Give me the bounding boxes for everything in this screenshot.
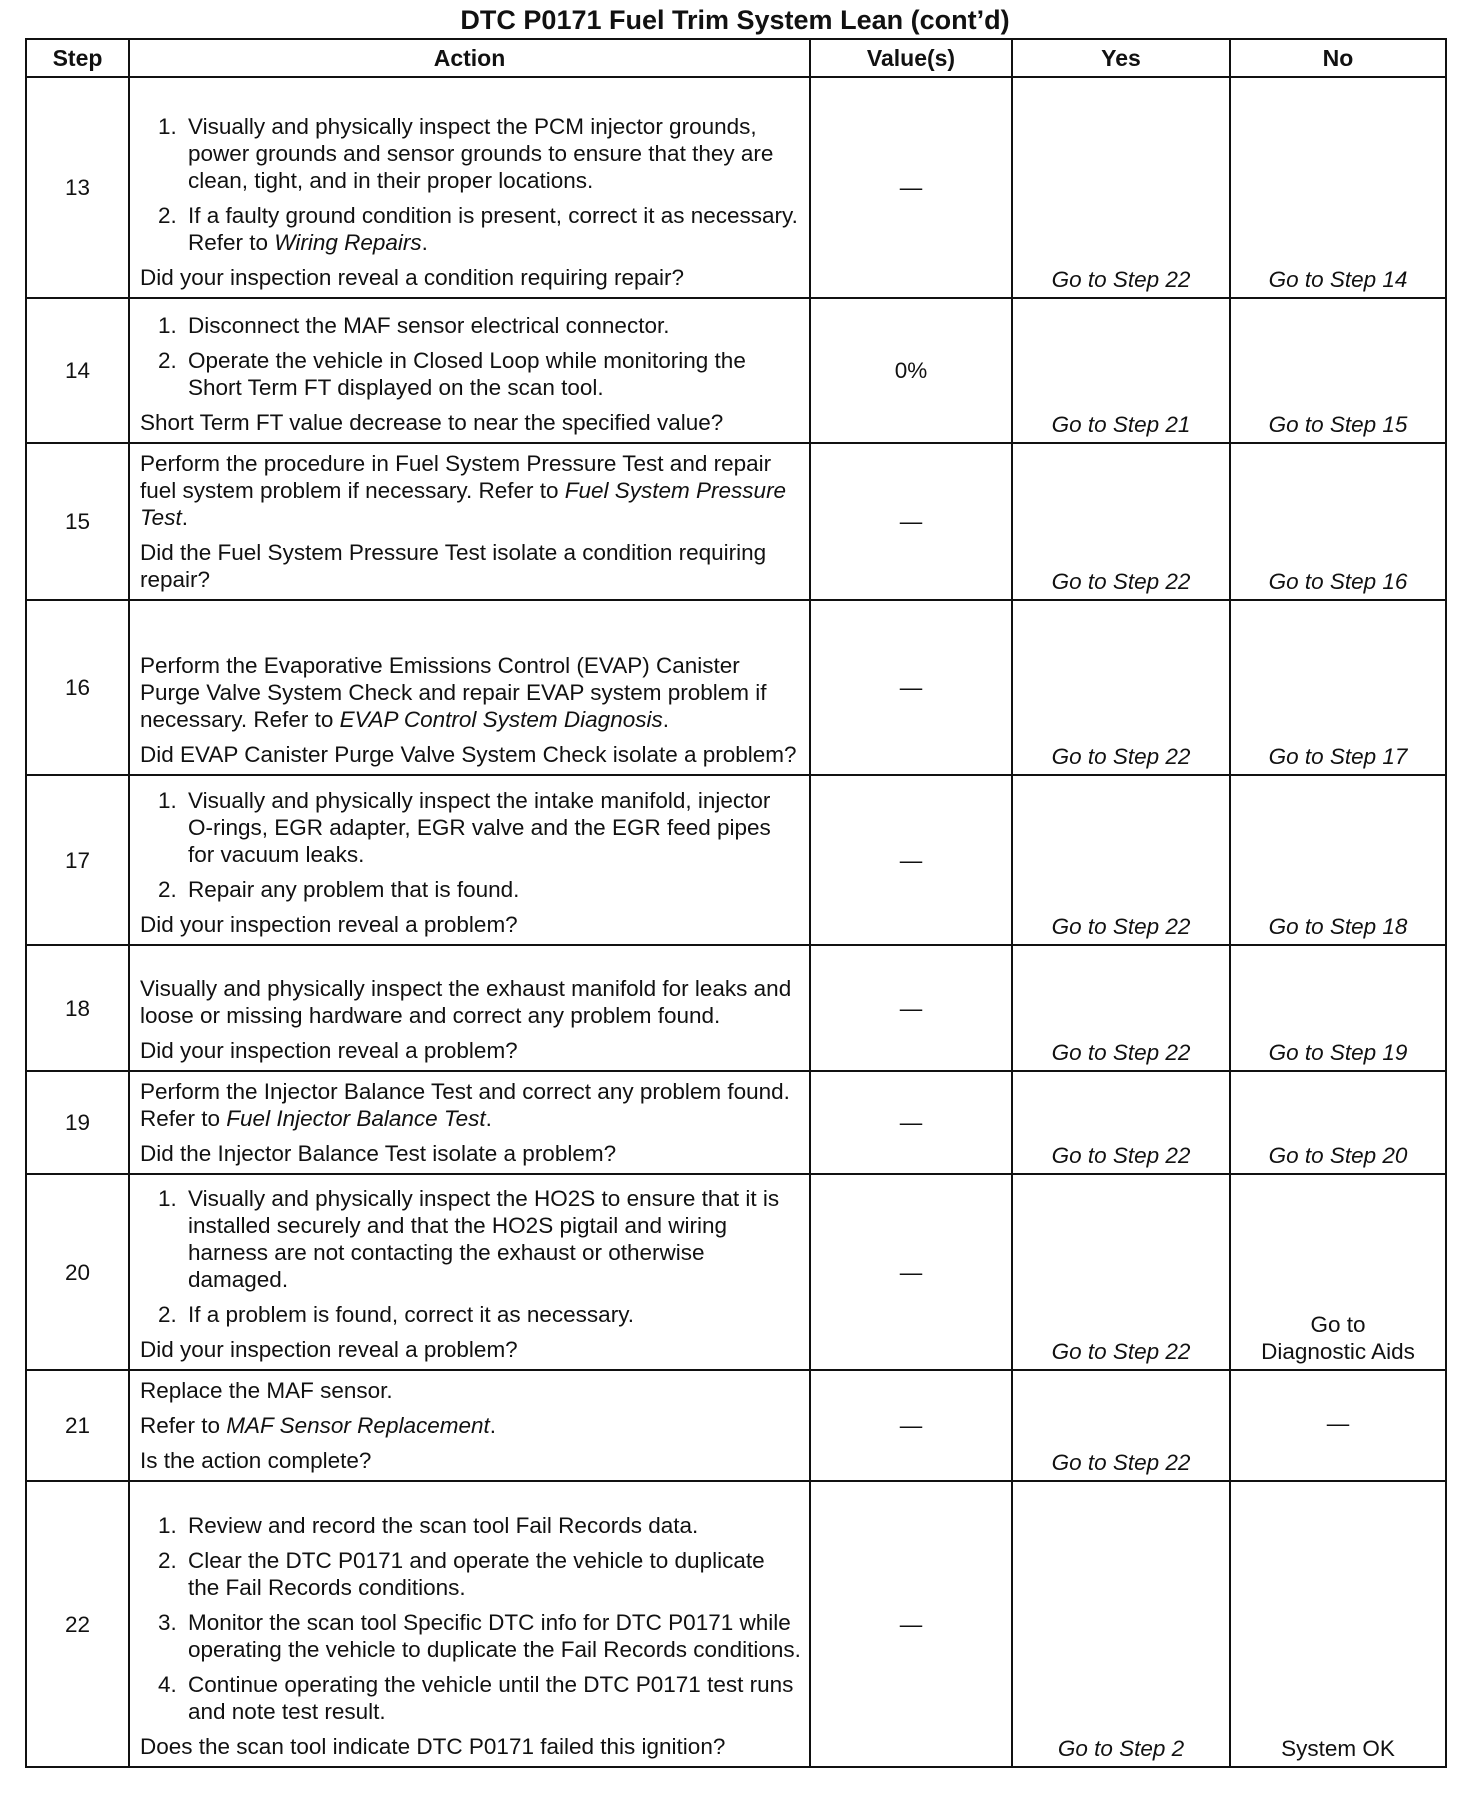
list-item: 2. If a problem is found, correct it as necessary.	[158, 1302, 635, 1327]
step-number: 14	[26, 298, 129, 443]
action-text: Perform the Injector Balance Test and correct any problem found. Refer to Fuel Injector Balance Test.	[140, 1079, 790, 1131]
yes-result: Go to Step 22	[1012, 1174, 1230, 1370]
step-number: 21	[26, 1370, 129, 1481]
reference-link: MAF Sensor Replacement	[226, 1413, 490, 1438]
reference-link: Fuel System Pressure Test	[140, 478, 787, 530]
header-yes: Yes	[1012, 39, 1230, 77]
list-item: 2. Repair any problem that is found.	[158, 877, 520, 902]
action-list	[140, 113, 801, 256]
yes-result: Go to Step 22	[1012, 600, 1230, 775]
list-item: 1. Visually and physically inspect the PCM injector grounds, power grounds and sensor grounds to ensure that they are clean, tight, and in their proper locations.	[158, 114, 774, 193]
action-list	[140, 787, 801, 903]
action-text: Refer to MAF Sensor Replacement.	[140, 1413, 497, 1438]
page-title: DTC P0171 Fuel Trim System Lean (cont’d)	[460, 5, 1010, 35]
action-cell	[129, 298, 810, 443]
no-result: Go to Step 17	[1230, 600, 1446, 775]
header-no: No	[1230, 39, 1446, 77]
no-result: Go to Step 15	[1230, 298, 1446, 443]
no-result: Go to Step 18	[1230, 775, 1446, 945]
action-list	[140, 1185, 801, 1328]
action-text: Replace the MAF sensor.	[140, 1378, 393, 1403]
action-question: Did your inspection reveal a problem?	[140, 912, 518, 937]
action-list	[140, 312, 801, 401]
action-question: Is the action complete?	[140, 1448, 372, 1473]
action-question: Did your inspection reveal a problem?	[140, 1337, 518, 1362]
diagnostic-table	[25, 38, 1447, 1768]
value-cell: —	[810, 775, 1012, 945]
table-row-step-19	[26, 1071, 1446, 1174]
header-action: Action	[129, 39, 810, 77]
list-item: 1. Visually and physically inspect the intake manifold, injector O-rings, EGR adapter, EGR valve and the EGR feed pipes for vacuum leaks.	[158, 788, 771, 867]
value-cell: —	[810, 1370, 1012, 1481]
action-question: Did the Injector Balance Test isolate a problem?	[140, 1141, 617, 1166]
reference-link: Fuel Injector Balance Test	[226, 1106, 486, 1131]
action-question: Did your inspection reveal a problem?	[140, 1038, 518, 1063]
list-item: 1. Disconnect the MAF sensor electrical connector.	[158, 313, 670, 338]
value-cell: —	[810, 1174, 1012, 1370]
action-cell	[129, 1481, 810, 1767]
yes-result: Go to Step 21	[1012, 298, 1230, 443]
value-cell: —	[810, 77, 1012, 298]
step-number: 16	[26, 600, 129, 775]
list-item: 2. Clear the DTC P0171 and operate the vehicle to duplicate the Fail Records conditions.	[158, 1548, 765, 1600]
action-question: Did EVAP Canister Purge Valve System Check isolate a problem?	[140, 742, 797, 767]
value-cell: —	[810, 443, 1012, 600]
yes-result: Go to Step 2	[1012, 1481, 1230, 1767]
step-number: 20	[26, 1174, 129, 1370]
list-item: 3. Monitor the scan tool Specific DTC info for DTC P0171 while operating the vehicle to duplicate the Fail Records conditions.	[158, 1610, 801, 1662]
yes-result: Go to Step 22	[1012, 1370, 1230, 1481]
action-cell	[129, 1370, 810, 1481]
list-item: 1. Review and record the scan tool Fail Records data.	[158, 1513, 699, 1538]
value-cell: —	[810, 945, 1012, 1071]
action-list	[140, 1512, 801, 1725]
list-item: 1. Visually and physically inspect the HO2S to ensure that it is installed securely and that the HO2S pigtail and wiring harness are not contacting the exhaust or otherwise damaged.	[158, 1186, 780, 1292]
table-row-step-18	[26, 945, 1446, 1071]
step-number: 19	[26, 1071, 129, 1174]
list-item: 2. Operate the vehicle in Closed Loop while monitoring the Short Term FT displayed on the scan tool.	[158, 348, 746, 400]
action-cell	[129, 775, 810, 945]
reference-link: EVAP Control System Diagnosis	[339, 707, 663, 732]
action-cell	[129, 1071, 810, 1174]
value-cell: —	[810, 600, 1012, 775]
header-step: Step	[26, 39, 129, 77]
yes-result: Go to Step 22	[1012, 775, 1230, 945]
header-row	[26, 39, 1446, 77]
yes-result: Go to Step 22	[1012, 77, 1230, 298]
header-values: Value(s)	[810, 39, 1012, 77]
step-number: 17	[26, 775, 129, 945]
no-result: Go to Step 16	[1230, 443, 1446, 600]
step-number: 18	[26, 945, 129, 1071]
table-row-step-20	[26, 1174, 1446, 1370]
action-question: Short Term FT value decrease to near the specified value?	[140, 410, 724, 435]
table-row-step-14	[26, 298, 1446, 443]
no-result: Go to Step 19	[1230, 945, 1446, 1071]
action-cell	[129, 600, 810, 775]
action-question: Did the Fuel System Pressure Test isolate a condition requiring repair?	[140, 540, 767, 592]
table-row-step-16	[26, 600, 1446, 775]
yes-result: Go to Step 22	[1012, 1071, 1230, 1174]
table-row-step-17	[26, 775, 1446, 945]
value-cell: —	[810, 1071, 1012, 1174]
table-row-step-15	[26, 443, 1446, 600]
action-question: Did your inspection reveal a condition requiring repair?	[140, 265, 685, 290]
action-question: Does the scan tool indicate DTC P0171 failed this ignition?	[140, 1734, 726, 1759]
no-result: Go to Step 14	[1230, 77, 1446, 298]
action-cell	[129, 1174, 810, 1370]
value-cell: 0%	[810, 298, 1012, 443]
no-result-line: Go to	[1310, 1312, 1366, 1337]
yes-result: Go to Step 22	[1012, 945, 1230, 1071]
no-result: System OK	[1230, 1481, 1446, 1767]
list-item: 2. If a faulty ground condition is present, correct it as necessary. Refer to Wiring Repairs.	[158, 203, 798, 255]
table-row-step-13	[26, 77, 1446, 298]
action-text: Visually and physically inspect the exhaust manifold for leaks and loose or missing hardware and correct any problem found.	[140, 976, 792, 1028]
action-cell	[129, 77, 810, 298]
reference-link: Wiring Repairs	[274, 230, 422, 255]
no-result: Go to Step 20	[1230, 1071, 1446, 1174]
action-cell	[129, 945, 810, 1071]
value-cell: —	[810, 1481, 1012, 1767]
action-text: Perform the Evaporative Emissions Control (EVAP) Canister Purge Valve System Check and repair EVAP system problem if necessary. Refer to EVAP Control System Diagnosis.	[140, 653, 767, 732]
step-number: 22	[26, 1481, 129, 1767]
table-row-step-21	[26, 1370, 1446, 1481]
yes-result: Go to Step 22	[1012, 443, 1230, 600]
step-number: 13	[26, 77, 129, 298]
step-number: 15	[26, 443, 129, 600]
action-cell	[129, 443, 810, 600]
no-result	[1230, 1174, 1446, 1370]
no-result: —	[1230, 1370, 1446, 1481]
action-text: Perform the procedure in Fuel System Pressure Test and repair fuel system problem if necessary. Refer to Fuel System Pressure Test.	[140, 451, 787, 530]
list-item: 4. Continue operating the vehicle until the DTC P0171 test runs and note test result.	[158, 1672, 794, 1724]
no-result-line: Diagnostic Aids	[1261, 1339, 1415, 1364]
table-row-step-22	[26, 1481, 1446, 1767]
